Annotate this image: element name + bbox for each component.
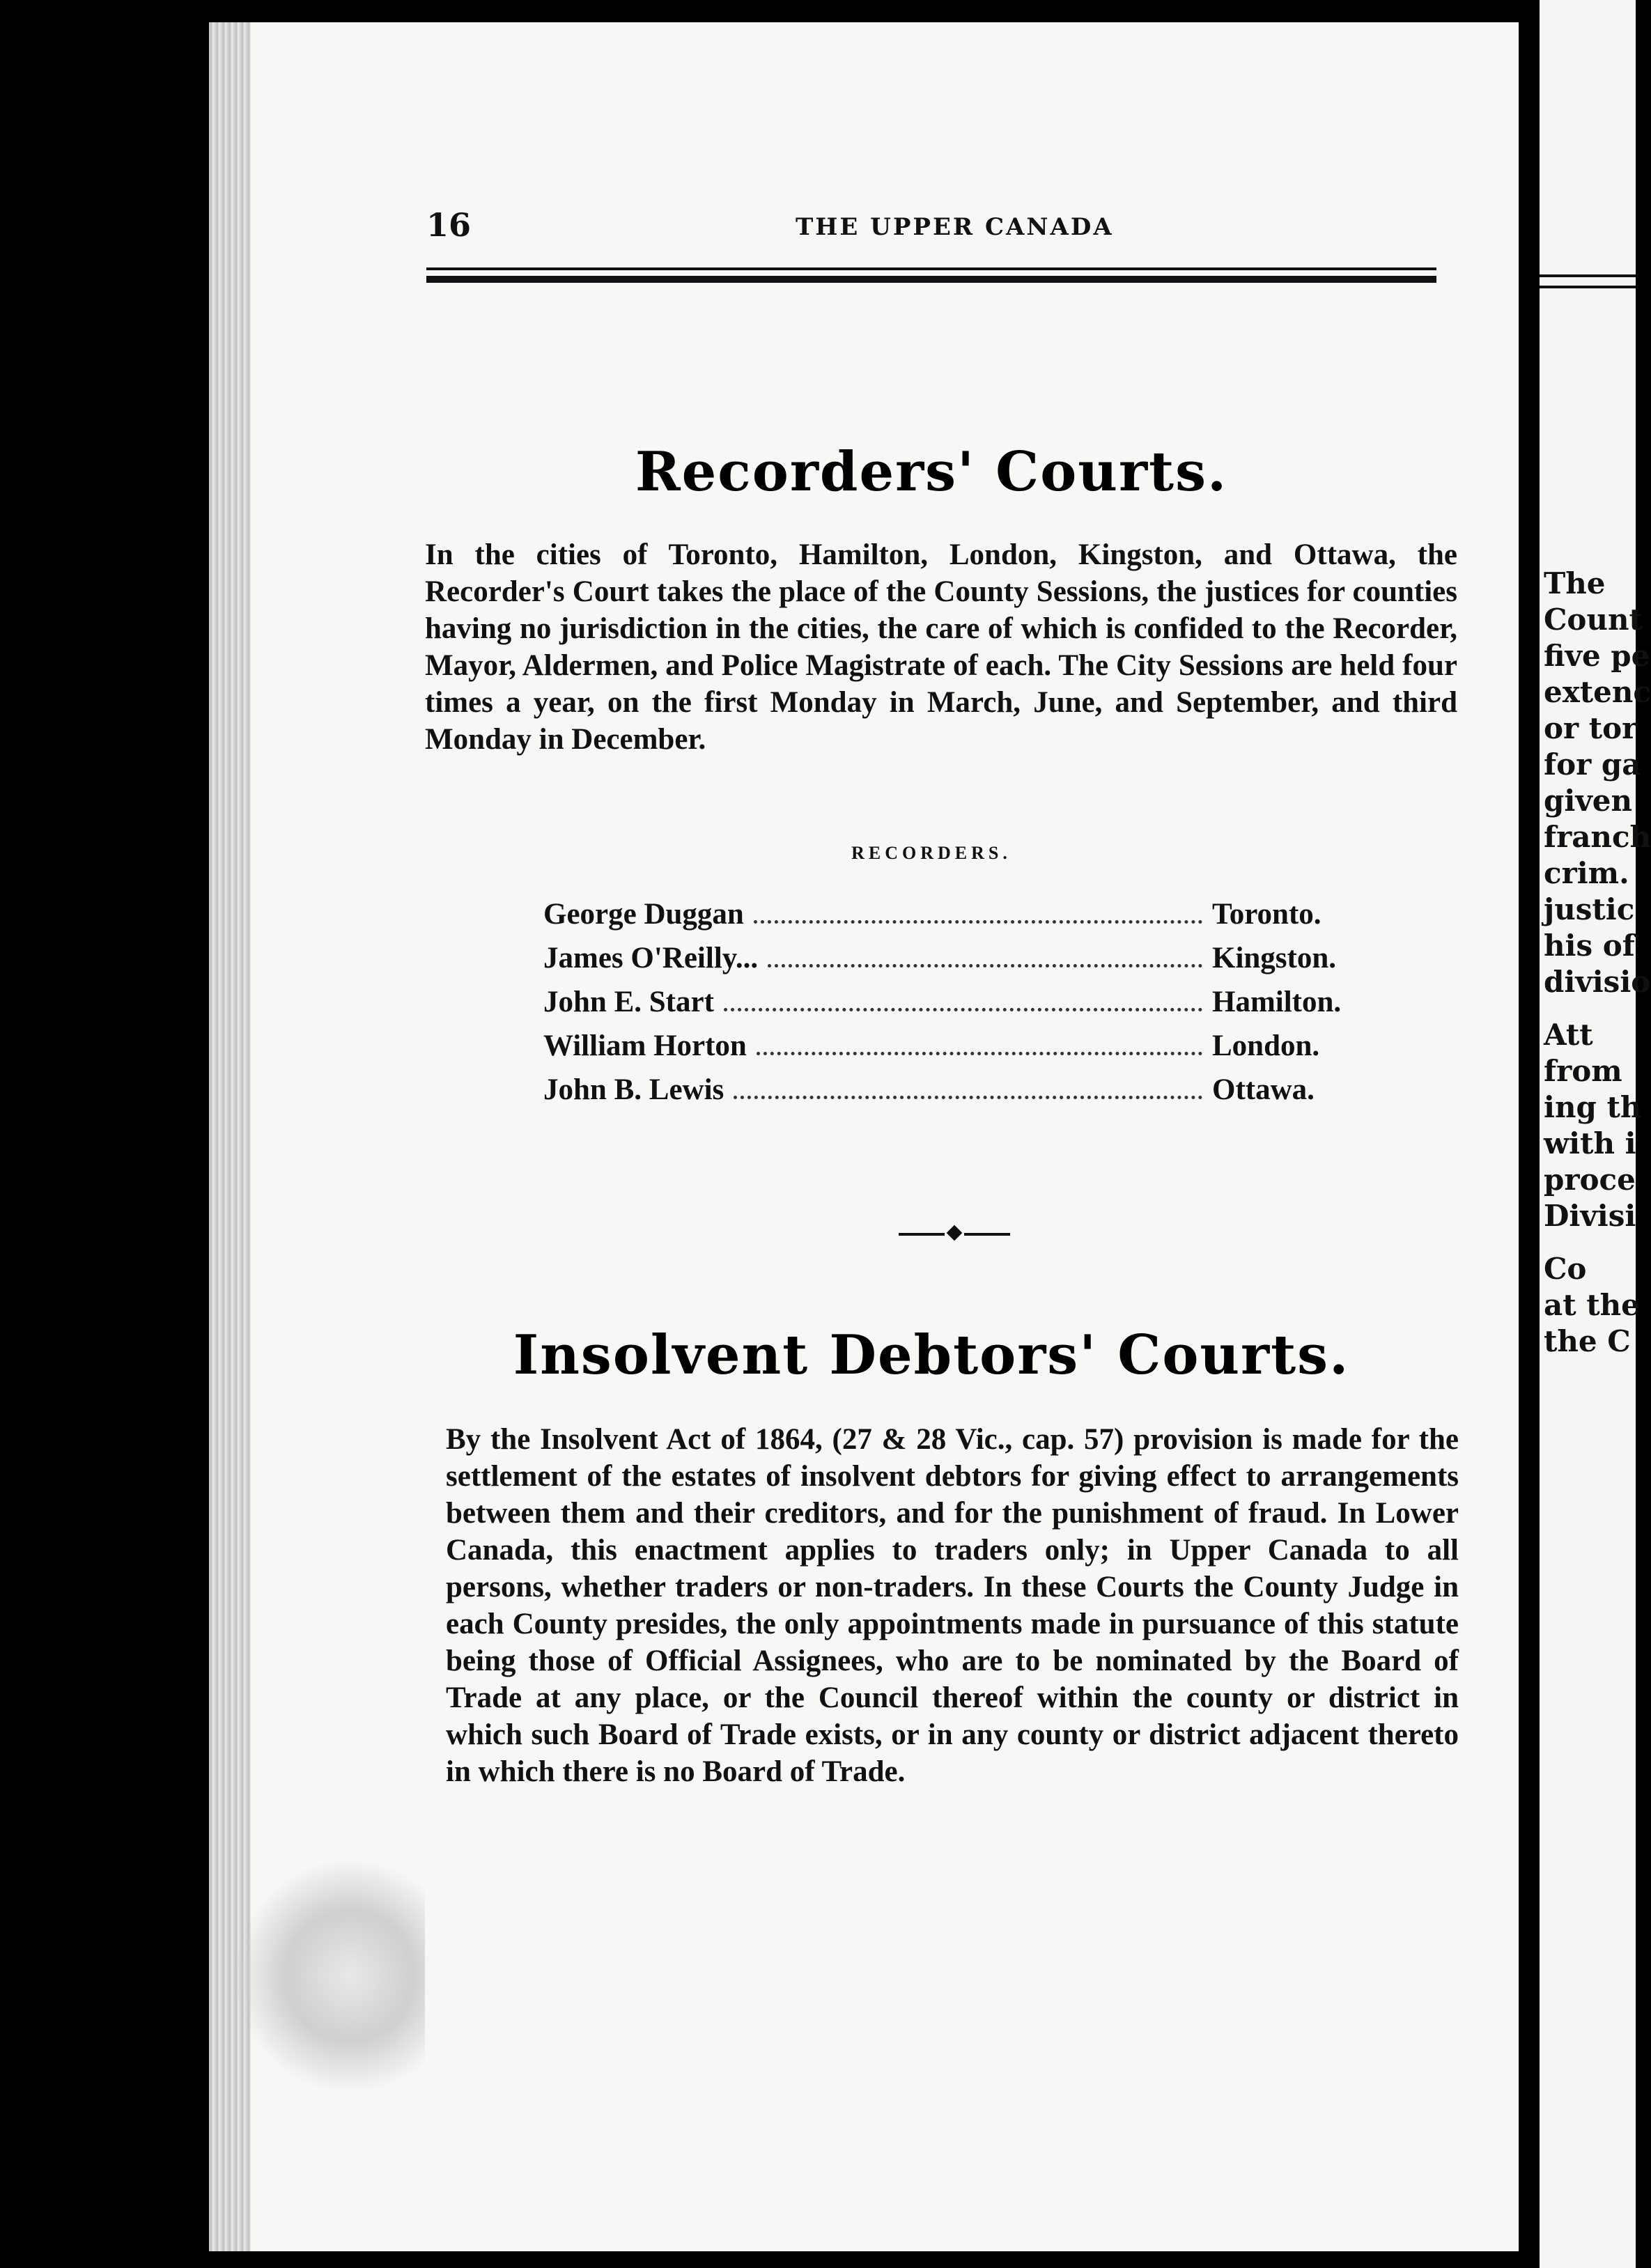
recorder-city: Hamilton. (1212, 986, 1342, 1018)
header-rule (426, 267, 1436, 270)
facing-page-text (1544, 566, 1651, 1360)
list-item (543, 1029, 1358, 1073)
facing-line: given (1544, 784, 1632, 818)
facing-line: for ga (1544, 747, 1641, 782)
facing-line: crim. (1544, 856, 1629, 890)
facing-page-rule (1540, 286, 1636, 288)
running-head (426, 206, 1641, 248)
facing-line: extenc (1544, 675, 1651, 709)
divider-line (964, 1233, 1010, 1236)
insolvent-courts-paragraph: By the Insolvent Act of 1864, (27 & 28 Vic., cap. 57) provision is made for the settlement of the estates of insolvent debtors for giving effect to arrangements between them and their creditors, and for the punishment of fraud. In Lower Canada, this enactment applies to traders only; in Upper Canada to all persons, whether traders or non-traders. In these Courts the County Judge in each County presides, the only appointments made in pursuance of this statute being those of Official Assignees, who are to be nominated by the Board of Trade at any place, or the Council thereof within the county or district in which such Board of Trade exists, or in any county or district adjacent thereto in which there is no Board of Trade. (446, 1423, 1459, 1788)
paper-stain (237, 1861, 425, 2091)
recorder-city: Ottawa. (1212, 1073, 1315, 1106)
facing-line: Co (1544, 1252, 1587, 1286)
facing-line: The (1544, 566, 1606, 600)
list-item (543, 897, 1358, 941)
facing-line: the C (1544, 1324, 1631, 1358)
facing-line: franch (1544, 820, 1651, 854)
running-title: THE UPPER CANADA (796, 213, 1114, 241)
recorder-city: Kingston. (1212, 942, 1337, 974)
facing-line: Att (1544, 1018, 1593, 1052)
list-item (543, 1073, 1358, 1117)
leader-dots (754, 920, 1202, 924)
facing-line: five pe (1544, 639, 1650, 673)
facing-line: proce (1544, 1163, 1636, 1197)
recorders-courts-paragraph: In the cities of Toronto, Hamilton, London, Kingston, and Ottawa, the Recorder's Court takes the place of the County Sessions, the justices for counties having no jurisdiction in the cities, the care of which is confided to the Recorder, Mayor, Aldermen, and Police Magistrate of each. The City Sessions are held four times a year, on the first Monday in March, June, and September, and third Monday in December. (425, 538, 1457, 756)
divider-line (899, 1233, 945, 1236)
insolvent-courts-title: Insolvent Debtors' Courts. (513, 1323, 1350, 1387)
leader-dots (757, 1052, 1202, 1055)
leader-dots (768, 964, 1202, 968)
header-rule-thick (426, 276, 1436, 283)
recorder-name: John B. Lewis (543, 1073, 724, 1106)
recorders-list-heading: RECORDERS. (851, 843, 1011, 863)
facing-line: justic (1544, 892, 1635, 926)
leader-dots (724, 1008, 1202, 1011)
facing-line: with i (1544, 1126, 1636, 1160)
list-item (543, 985, 1358, 1029)
page-number: 16 (426, 206, 472, 244)
recorder-city: London. (1212, 1030, 1320, 1062)
recorder-name: George Duggan (543, 898, 744, 931)
facing-line: his of (1544, 929, 1635, 963)
recorder-name: John E. Start (543, 986, 714, 1018)
facing-line: or tor (1544, 711, 1638, 745)
recorder-name: James O'Reilly... (543, 942, 759, 974)
facing-line: Count (1544, 603, 1643, 637)
facing-page-rule (1540, 274, 1636, 277)
leader-dots (734, 1096, 1202, 1099)
facing-line: Divisi (1544, 1199, 1636, 1233)
facing-line: from (1544, 1054, 1622, 1088)
list-item (543, 941, 1358, 985)
recorder-city: Toronto. (1212, 898, 1321, 931)
section-divider-ornament (899, 1229, 1010, 1238)
facing-line: at the (1544, 1288, 1640, 1322)
book-page (209, 22, 1519, 2251)
facing-line: divisio (1544, 965, 1651, 999)
recorders-list (543, 897, 1358, 1117)
recorders-courts-title: Recorders' Courts. (635, 440, 1228, 504)
facing-line: ing th (1544, 1090, 1642, 1124)
recorder-name: William Horton (543, 1030, 747, 1062)
facing-page (1540, 0, 1651, 2268)
